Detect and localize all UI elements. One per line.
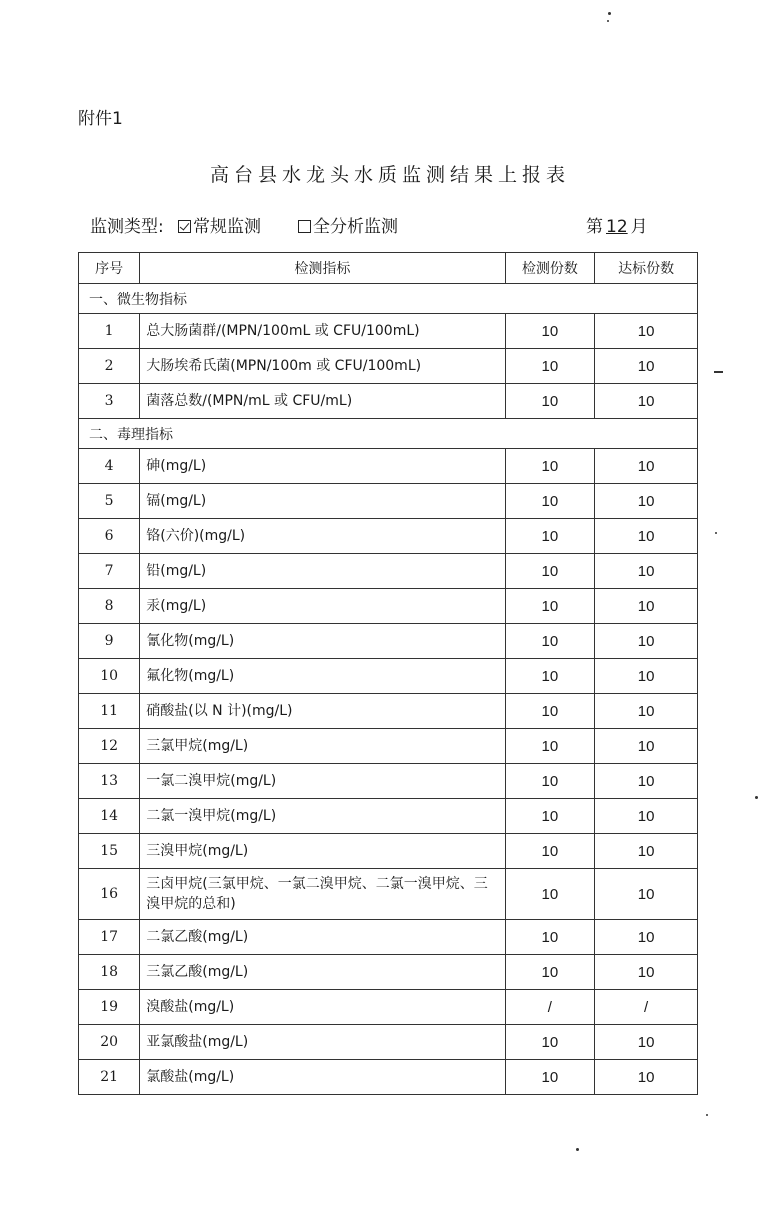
row-no: 7 [79, 554, 140, 589]
table-row [79, 1060, 698, 1095]
section-row [79, 284, 698, 314]
table-row [79, 519, 698, 554]
table-row [79, 624, 698, 659]
row-no: 21 [79, 1060, 140, 1095]
table-row [79, 764, 698, 799]
row-item: 三氯甲烷(mg/L) [140, 729, 505, 764]
row-item: 砷(mg/L) [140, 449, 505, 484]
row-passed: 10 [595, 799, 698, 834]
row-item: 一氯二溴甲烷(mg/L) [140, 764, 505, 799]
row-passed: 10 [595, 384, 698, 419]
row-no: 19 [79, 990, 140, 1025]
row-no: 4 [79, 449, 140, 484]
row-no: 20 [79, 1025, 140, 1060]
row-count: 10 [505, 869, 595, 920]
section-title: 二、毒理指标 [79, 419, 698, 449]
full-analysis-option [298, 212, 398, 237]
row-no: 11 [79, 694, 140, 729]
row-passed: 10 [595, 314, 698, 349]
table-row [79, 694, 698, 729]
row-passed: 10 [595, 484, 698, 519]
unchecked-checkbox-icon [298, 220, 311, 233]
row-no: 17 [79, 920, 140, 955]
row-count: 10 [505, 484, 595, 519]
row-count: 10 [505, 1060, 595, 1095]
row-passed: 10 [595, 1060, 698, 1095]
table-row [79, 955, 698, 990]
header-passed: 达标份数 [595, 253, 698, 284]
results-table [78, 252, 698, 1095]
monitor-type-label: 监测类型: [90, 217, 164, 237]
scan-speck [576, 1148, 579, 1151]
row-passed: / [595, 990, 698, 1025]
report-month [586, 212, 648, 237]
row-item: 三卤甲烷(三氯甲烷、一氯二溴甲烷、二氯一溴甲烷、三溴甲烷的总和) [140, 869, 505, 920]
row-item: 汞(mg/L) [140, 589, 505, 624]
table-row [79, 869, 698, 920]
row-passed: 10 [595, 729, 698, 764]
table-row [79, 554, 698, 589]
row-count: 10 [505, 384, 595, 419]
row-passed: 10 [595, 519, 698, 554]
table-row [79, 920, 698, 955]
row-count: 10 [505, 519, 595, 554]
row-no: 12 [79, 729, 140, 764]
scan-speck [715, 532, 717, 534]
section-title: 一、微生物指标 [79, 284, 698, 314]
row-passed: 10 [595, 624, 698, 659]
row-count: 10 [505, 729, 595, 764]
table-row [79, 729, 698, 764]
month-prefix: 第 [586, 217, 603, 237]
row-count: 10 [505, 834, 595, 869]
row-item: 氯酸盐(mg/L) [140, 1060, 505, 1095]
row-item: 镉(mg/L) [140, 484, 505, 519]
row-count: 10 [505, 955, 595, 990]
row-item: 亚氯酸盐(mg/L) [140, 1025, 505, 1060]
row-passed: 10 [595, 764, 698, 799]
row-passed: 10 [595, 1025, 698, 1060]
row-no: 1 [79, 314, 140, 349]
row-no: 5 [79, 484, 140, 519]
row-no: 3 [79, 384, 140, 419]
monitor-type-line [90, 212, 655, 236]
scan-speck [608, 12, 611, 15]
table-row [79, 659, 698, 694]
row-no: 6 [79, 519, 140, 554]
scan-speck [714, 371, 723, 373]
row-item: 三溴甲烷(mg/L) [140, 834, 505, 869]
scan-speck [706, 1114, 708, 1116]
row-passed: 10 [595, 589, 698, 624]
report-title: 高台县水龙头水质监测结果上报表 [209, 164, 570, 186]
month-value: 12 [606, 217, 628, 237]
scan-speck [755, 796, 758, 799]
table-row [79, 449, 698, 484]
row-item: 二氯一溴甲烷(mg/L) [140, 799, 505, 834]
row-no: 9 [79, 624, 140, 659]
row-passed: 10 [595, 694, 698, 729]
row-no: 15 [79, 834, 140, 869]
table-row [79, 834, 698, 869]
row-item: 铬(六价)(mg/L) [140, 519, 505, 554]
table-row [79, 349, 698, 384]
row-count: 10 [505, 659, 595, 694]
row-count: 10 [505, 1025, 595, 1060]
row-item: 菌落总数/(MPN/mL 或 CFU/mL) [140, 384, 505, 419]
table-row [79, 314, 698, 349]
scan-speck [607, 20, 609, 22]
row-count: 10 [505, 449, 595, 484]
row-passed: 10 [595, 955, 698, 990]
row-passed: 10 [595, 349, 698, 384]
table-row [79, 589, 698, 624]
full-analysis-option-label: 全分析监测 [313, 217, 398, 237]
row-item: 总大肠菌群/(MPN/100mL 或 CFU/100mL) [140, 314, 505, 349]
row-count: 10 [505, 349, 595, 384]
section-row [79, 419, 698, 449]
row-item: 硝酸盐(以 N 计)(mg/L) [140, 694, 505, 729]
row-no: 10 [79, 659, 140, 694]
annex-label: 附件1 [78, 109, 123, 129]
table-row [79, 799, 698, 834]
header-count: 检测份数 [505, 253, 595, 284]
row-count: 10 [505, 624, 595, 659]
row-count: 10 [505, 589, 595, 624]
routine-option [178, 212, 261, 237]
header-item: 检测指标 [140, 253, 505, 284]
row-count: 10 [505, 799, 595, 834]
row-count: / [505, 990, 595, 1025]
row-count: 10 [505, 554, 595, 589]
row-item: 铅(mg/L) [140, 554, 505, 589]
table-row [79, 990, 698, 1025]
row-passed: 10 [595, 920, 698, 955]
table-header-row [79, 253, 698, 284]
row-item: 三氯乙酸(mg/L) [140, 955, 505, 990]
row-no: 13 [79, 764, 140, 799]
row-passed: 10 [595, 449, 698, 484]
row-passed: 10 [595, 834, 698, 869]
table-row [79, 384, 698, 419]
row-passed: 10 [595, 659, 698, 694]
row-passed: 10 [595, 554, 698, 589]
row-item: 溴酸盐(mg/L) [140, 990, 505, 1025]
row-item: 大肠埃希氏菌(MPN/100m 或 CFU/100mL) [140, 349, 505, 384]
checked-checkbox-icon [178, 220, 191, 233]
row-count: 10 [505, 920, 595, 955]
row-no: 16 [79, 869, 140, 920]
row-item: 氟化物(mg/L) [140, 659, 505, 694]
row-count: 10 [505, 314, 595, 349]
row-item: 二氯乙酸(mg/L) [140, 920, 505, 955]
month-suffix: 月 [630, 217, 648, 237]
header-no: 序号 [79, 253, 140, 284]
row-no: 14 [79, 799, 140, 834]
row-count: 10 [505, 694, 595, 729]
row-count: 10 [505, 764, 595, 799]
row-passed: 10 [595, 869, 698, 920]
row-item: 氰化物(mg/L) [140, 624, 505, 659]
table-row [79, 1025, 698, 1060]
row-no: 2 [79, 349, 140, 384]
table-row [79, 484, 698, 519]
row-no: 18 [79, 955, 140, 990]
row-no: 8 [79, 589, 140, 624]
routine-option-label: 常规监测 [193, 217, 261, 237]
